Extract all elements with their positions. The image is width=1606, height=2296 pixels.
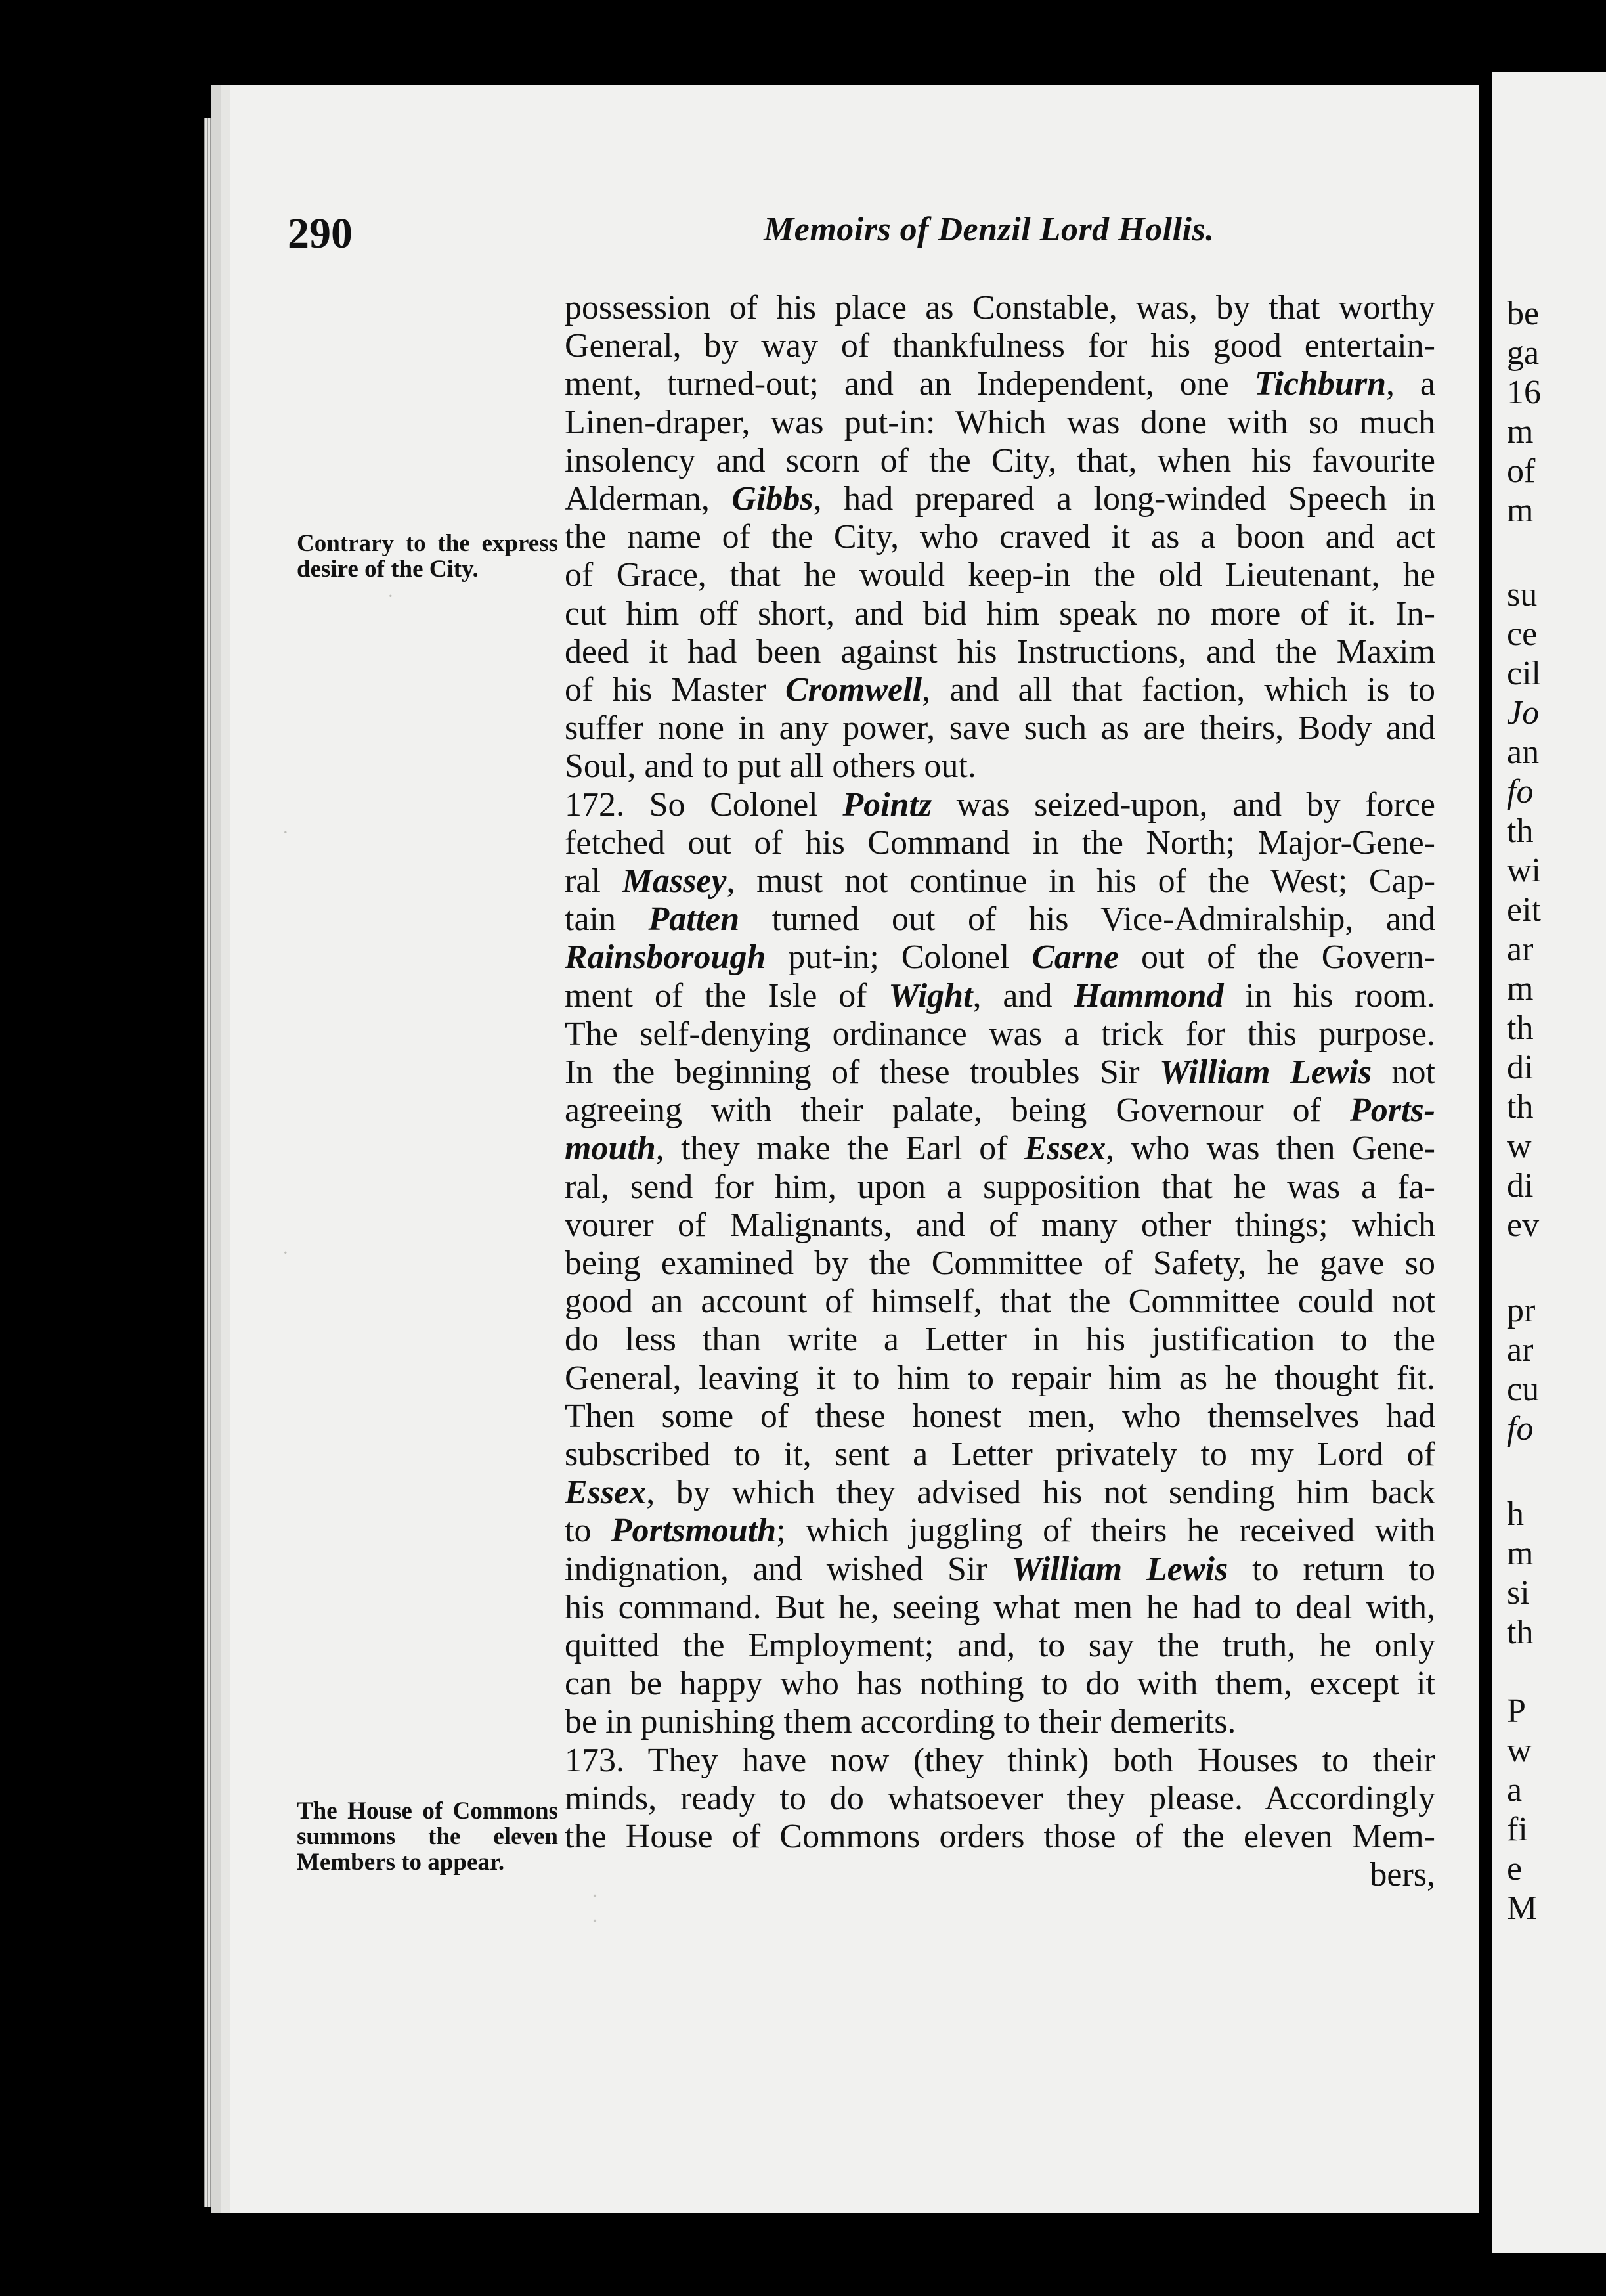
body-line: being examined by the Committee of Safety, he gave so [565, 1245, 1435, 1282]
facing-page-fragment: di [1507, 1049, 1534, 1086]
facing-page-fragment: si [1507, 1574, 1530, 1612]
facing-page-fragment: fo [1507, 1410, 1534, 1447]
facing-page-fragment: wi [1507, 852, 1541, 889]
body-line: subscribed to it, sent a Letter privately to my Lord of [565, 1436, 1435, 1473]
body-line: his command. But he, seeing what men he had to deal with, [565, 1588, 1435, 1626]
margin-note: Contrary to the express desire of the City. [297, 530, 558, 583]
body-line: the House of Commons orders those of the eleven Mem- [565, 1818, 1435, 1855]
facing-page-fragment: m [1507, 413, 1534, 451]
body-line: indignation, and wished Sir William Lewis to return to [565, 1550, 1435, 1588]
facing-page-fragment: M [1507, 1889, 1538, 1927]
facing-page-fragment: m [1507, 492, 1534, 529]
facing-page-fragment: fo [1507, 773, 1534, 810]
facing-page-fragment: w [1507, 1128, 1532, 1165]
facing-page-fragment: a [1507, 1771, 1523, 1809]
show-through-line: · [591, 1883, 599, 1909]
body-line: General, by way of thankfulness for his good entertain- [565, 327, 1435, 365]
body-line: fetched out of his Command in the North; Major-Gene- [565, 824, 1435, 862]
body-line: vourer of Malignants, and of many other things; which [565, 1206, 1435, 1244]
facing-page-fragment: ar [1507, 931, 1534, 968]
margin-note: The House of Commons summons the eleven Members to appear. [297, 1798, 558, 1876]
running-head: Memoirs of Denzil Lord Hollis. [764, 211, 1215, 248]
facing-page-fragment: of [1507, 453, 1536, 490]
body-line: do less than write a Letter in his justification to the [565, 1321, 1435, 1359]
body-line: In the beginning of these troubles Sir William Lewis not [565, 1053, 1435, 1091]
body-line: possession of his place as Constable, was, by that worthy [565, 289, 1435, 326]
facing-page-fragment: pr [1507, 1292, 1536, 1329]
facing-page-fragment: th [1507, 812, 1534, 850]
show-through-line: · [591, 1908, 599, 1934]
body-line: to Portsmouth; which juggling of theirs he received with [565, 1512, 1435, 1550]
body-line: tain Patten turned out of his Vice-Admiralship, and [565, 900, 1435, 938]
body-line: Alderman, Gibbs, had prepared a long-winded Speech in [565, 480, 1435, 518]
facing-page-fragment: m [1507, 1535, 1534, 1572]
facing-page-fragment: Jo [1507, 694, 1540, 732]
body-line: suffer none in any power, save such as are theirs, Body and [565, 709, 1435, 747]
body-line: insolency and scorn of the City, that, when his favourite [565, 441, 1435, 479]
page-number: 290 [288, 210, 353, 257]
body-line: The self-denying ordinance was a trick for this purpose. [565, 1015, 1435, 1053]
body-line: ment of the Isle of Wight, and Hammond in his room. [565, 977, 1435, 1015]
body-line: minds, ready to do whatsoever they please. Accordingly [565, 1779, 1435, 1817]
body-line: Soul, and to put all others out. [565, 747, 976, 785]
facing-page-fragment: eit [1507, 891, 1541, 929]
show-through-note: · [387, 586, 394, 607]
body-line: bers, [1370, 1856, 1435, 1894]
facing-page-fragment: cu [1507, 1371, 1540, 1408]
body-line: Then some of these honest men, who themselves had [565, 1397, 1435, 1435]
body-line: ral, send for him, upon a supposition that he was a fa- [565, 1168, 1435, 1206]
body-line: ment, turned-out; and an Independent, one Tichburn, a [565, 365, 1435, 403]
facing-page-fragment: h [1507, 1495, 1524, 1533]
facing-page-fragment: su [1507, 576, 1538, 613]
body-line: 172. So Colonel Pointz was seized-upon, and by force [565, 785, 1435, 824]
show-through-note: · [282, 1243, 289, 1264]
body-line: Essex, by which they advised his not sending him back [565, 1474, 1435, 1512]
facing-page-fragment: fi [1507, 1811, 1528, 1848]
body-line: the name of the City, who craved it as a boon and act [565, 518, 1435, 556]
facing-page-fragment: di [1507, 1167, 1534, 1204]
facing-page-fragment: cil [1507, 655, 1541, 692]
body-line: deed it had been against his Instructions, and the Maxim [565, 632, 1435, 671]
facing-page-fragment: ga [1507, 334, 1540, 372]
facing-page-fragment: be [1507, 295, 1540, 332]
body-line: General, leaving it to him to repair him as he thought fit. [565, 1359, 1435, 1397]
facing-page-fragment: m [1507, 970, 1534, 1007]
facing-page-fragment: an [1507, 734, 1540, 771]
body-line: can be happy who has nothing to do with them, except it [565, 1665, 1435, 1703]
body-line: be in punishing them according to their demerits. [565, 1703, 1236, 1741]
facing-page-fragment: th [1507, 1088, 1534, 1126]
show-through-note: · [282, 822, 289, 843]
facing-page-fragment: w [1507, 1732, 1532, 1769]
facing-page-fragment: P [1507, 1692, 1526, 1730]
facing-page-fragment: th [1507, 1009, 1534, 1047]
facing-page-fragment: ce [1507, 615, 1538, 653]
body-line: 173. They have now (they think) both Houses to their [565, 1741, 1435, 1779]
body-line: agreeing with their palate, being Governour of Ports- [565, 1092, 1435, 1130]
facing-page-fragment: ar [1507, 1331, 1534, 1369]
body-line: Rainsborough put-in; Colonel Carne out of the Govern- [565, 938, 1435, 977]
facing-page-fragment: th [1507, 1614, 1534, 1651]
facing-page-fragment: e [1507, 1850, 1523, 1888]
facing-page-fragment: 16 [1507, 374, 1541, 411]
body-line: ral Massey, must not continue in his of the West; Cap- [565, 862, 1435, 900]
body-line: of his Master Cromwell, and all that faction, which is to [565, 671, 1435, 709]
facing-page-fragment: ev [1507, 1206, 1540, 1244]
body-line: of Grace, that he would keep-in the old Lieutenant, he [565, 556, 1435, 594]
body-line: Linen-draper, was put-in: Which was done with so much [565, 403, 1435, 441]
body-line: quitted the Employment; and, to say the truth, he only [565, 1627, 1435, 1664]
body-line: cut him off short, and bid him speak no more of it. In- [565, 594, 1435, 632]
body-line: good an account of himself, that the Committee could not [565, 1283, 1435, 1321]
body-line: mouth, they make the Earl of Essex, who was then Gene- [565, 1130, 1435, 1168]
